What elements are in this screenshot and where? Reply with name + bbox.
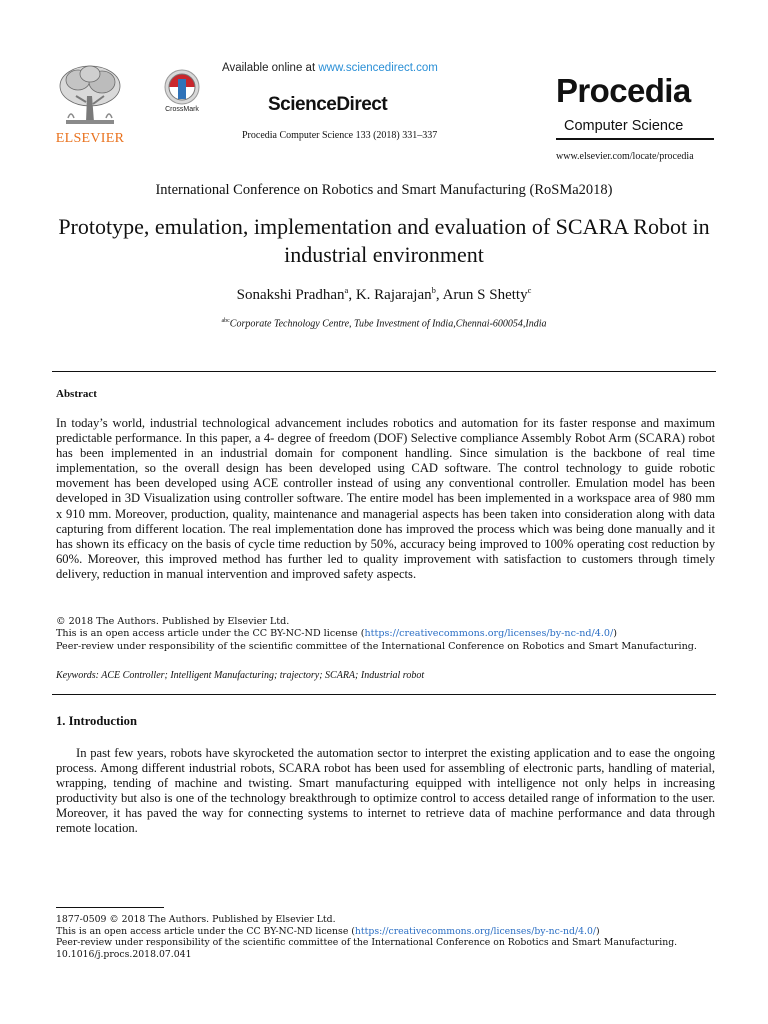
affiliation xyxy=(0,318,768,329)
sciencedirect-link[interactable]: www.sciencedirect.com xyxy=(318,62,438,74)
available-prefix: Available online at xyxy=(222,62,319,74)
elsevier-journal-url[interactable]: www.elsevier.com/locate/procedia xyxy=(556,151,694,162)
abstract-bottom-rule xyxy=(52,694,716,695)
abstract-top-rule xyxy=(52,371,716,372)
author-name: Arun S Shetty xyxy=(442,287,528,303)
journal-citation: Procedia Computer Science 133 (2018) 331–337 xyxy=(242,130,438,141)
license-block xyxy=(56,616,718,653)
footnote-rule xyxy=(56,907,164,908)
abstract-body: In today’s world, industrial technological advancement includes robotics and automation for its faster response and maximum predictable performance. In this paper, a 4- degree of freedom (DOF) Selective compliance Assembly Robot Arm (SCARA) robot has been implemented in an industrial domain for component handling. Since simulation is the backbone of real time implementation, so the overall design has been developed using CAD software. The control technology to guide robotic movement has been developed using ACE controller instead of using any conventional controller. Emulation model has been developed in 3D Visualization using controller software. The entire model has been implemented in a workspace area of 980 mm x 910 mm. Moreover, production, quality, maintenance and managerial aspects has been taken into consideration along with data capturing from different location. The real implementation done has improved the process which was being done manually and it has shown its efficacy on the basis of cycle time reduction by 50%, accuracy being improved to 100% operating cost reduction by 60%. Moreover, this improved method has further led to quality improvement with satisfaction to customers through timely delivery, reduction in manual intervention and improved safety aspects. xyxy=(56,416,715,581)
footer-open-access-suffix: ) xyxy=(596,925,600,937)
introduction-body: In past few years, robots have skyrocketed the automation sector to interpret the existing application and to ease the ongoing process. Among different industrial robots, SCARA robot has been used for assembling of electronic parts, handling of material, wrapping, tending of machine and twisting. Smart manufacturing equipped with intelligence not only helps in increasing productivity but also is one of the technology breakthrough to optimize control to access detailed range of information to the user. Moreover, it has paved the way for connecting systems to internet to retrieve data of machine performance and data through remote location. xyxy=(56,746,715,836)
available-online-line xyxy=(222,62,438,74)
author-list xyxy=(0,285,768,304)
open-access-suffix: ) xyxy=(613,628,617,640)
elsevier-wordmark: ELSEVIER xyxy=(55,131,125,146)
procedia-subtitle: Computer Science xyxy=(564,118,684,134)
author-affil-mark: c xyxy=(527,285,532,295)
crossmark-icon xyxy=(160,68,204,106)
author-name: Sonakshi Pradhan xyxy=(236,287,345,303)
open-access-prefix: This is an open access article under the CC BY-NC-ND license ( xyxy=(56,628,365,640)
crossmark-badge[interactable] xyxy=(160,68,204,118)
doi-line[interactable]: 10.1016/j.procs.2018.07.041 xyxy=(56,948,192,960)
footer-peer-review-line: Peer-review under responsibility of the scientific committee of the International Conference on Robotics and Smart Manufacturing. xyxy=(56,937,678,948)
affiliation-text: Corporate Technology Centre, Tube Investment of India,Chennai-600054,India xyxy=(229,318,547,330)
copyright-line: © 2018 The Authors. Published by Elsevier Ltd. xyxy=(56,616,290,627)
crossmark-label: CrossMark xyxy=(165,106,199,113)
author-affil-mark: a xyxy=(344,285,349,295)
affiliation-mark: abc xyxy=(221,318,230,324)
footer-open-access-prefix: This is an open access article under the CC BY-NC-ND license ( xyxy=(56,925,355,937)
open-access-line xyxy=(56,628,718,640)
page-footer xyxy=(56,914,718,960)
issn-line: 1877-0509 © 2018 The Authors. Published by Elsevier Ltd. xyxy=(56,914,336,925)
author-name: K. Rajarajan xyxy=(355,287,432,303)
license-link[interactable]: https://creativecommons.org/licenses/by-nc-nd/4.0/ xyxy=(364,628,614,640)
author-separator: , xyxy=(435,287,443,303)
author-affil-mark: b xyxy=(431,285,436,295)
paper-title: Prototype, emulation, implementation and evaluation of SCARA Robot in industrial environment xyxy=(58,214,710,267)
procedia-wordmark: Procedia xyxy=(556,72,691,109)
section-heading-introduction: 1. Introduction xyxy=(56,714,137,728)
abstract-heading: Abstract xyxy=(56,388,97,400)
footer-license-link[interactable]: https://creativecommons.org/licenses/by-nc-nd/4.0/ xyxy=(354,925,597,937)
sciencedirect-wordmark: ScienceDirect xyxy=(268,94,388,115)
procedia-rule xyxy=(556,138,714,140)
peer-review-line: Peer-review under responsibility of the scientific committee of the International Conference on Robotics and Smart Manufacturing. xyxy=(56,640,697,652)
keywords: Keywords: ACE Controller; Intelligent Manufacturing; trajectory; SCARA; Industrial robot xyxy=(56,670,425,681)
author-separator: , xyxy=(348,287,356,303)
conference-name: International Conference on Robotics and Smart Manufacturing (RoSMa2018) xyxy=(155,182,613,198)
footer-open-access-line xyxy=(56,926,718,938)
